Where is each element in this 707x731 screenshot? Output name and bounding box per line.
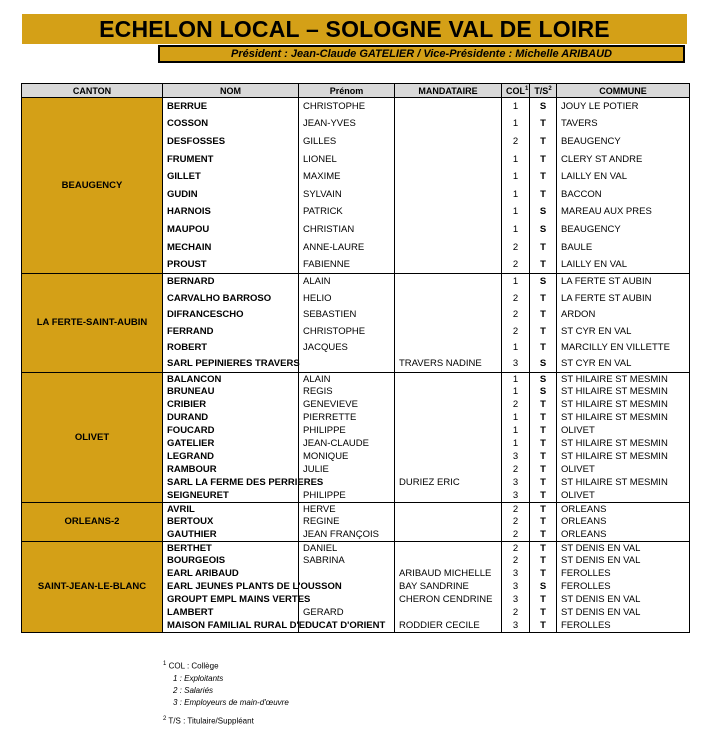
nom-cell: BALANCON (163, 372, 299, 385)
nom-cell: GUDIN (163, 185, 299, 203)
commune-cell: TAVERS (557, 115, 690, 133)
nom-cell: COSSON (163, 115, 299, 133)
commune-cell: BAULE (557, 238, 690, 256)
commune-cell: BEAUGENCY (557, 221, 690, 239)
nom-cell: EARL ARIBAUD (163, 567, 299, 580)
nom-cell: FOUCARD (163, 424, 299, 437)
commune-cell: ST CYR EN VAL (557, 323, 690, 340)
nom-cell: LEGRAND (163, 450, 299, 463)
header-canton: CANTON (22, 84, 163, 98)
col-cell: 3 (502, 567, 530, 580)
mandataire-cell (395, 385, 502, 398)
prenom-cell: FABIENNE (299, 256, 395, 274)
mandataire-cell (395, 150, 502, 168)
footnote-ts-sup: 2 (163, 715, 167, 722)
mandataire-cell (395, 306, 502, 323)
col-cell: 2 (502, 606, 530, 619)
table-row (22, 273, 690, 290)
nom-cell: AVRIL (163, 502, 299, 515)
header-col (502, 84, 530, 98)
nom-cell: ROBERT (163, 339, 299, 356)
commune-cell: LA FERTE ST AUBIN (557, 273, 690, 290)
col-cell: 1 (502, 203, 530, 221)
mandataire-cell (395, 528, 502, 541)
nom-cell: PROUST (163, 256, 299, 274)
col-cell: 1 (502, 424, 530, 437)
prenom-cell (299, 567, 395, 580)
commune-cell: JOUY LE POTIER (557, 98, 690, 116)
commune-cell: ARDON (557, 306, 690, 323)
footnote-ts (163, 713, 289, 728)
commune-cell: ST HILAIRE ST MESMIN (557, 385, 690, 398)
mandataire-cell (395, 515, 502, 528)
col-cell: 1 (502, 372, 530, 385)
prenom-cell: SEBASTIEN (299, 306, 395, 323)
prenom-cell: MAXIME (299, 168, 395, 186)
nom-cell: LAMBERT (163, 606, 299, 619)
commune-cell: ST HILAIRE ST MESMIN (557, 437, 690, 450)
nom-cell: BERTOUX (163, 515, 299, 528)
ts-cell: S (530, 356, 557, 373)
commune-cell: ST HILAIRE ST MESMIN (557, 476, 690, 489)
col-cell: 2 (502, 133, 530, 151)
mandataire-cell: BAY SANDRINE (395, 580, 502, 593)
mandataire-cell (395, 98, 502, 116)
commune-cell: OLIVET (557, 424, 690, 437)
footnote-col (163, 658, 289, 673)
prenom-cell: HELIO (299, 290, 395, 307)
canton-cell: SAINT-JEAN-LE-BLANC (22, 541, 163, 632)
nom-cell: DESFOSSES (163, 133, 299, 151)
col-cell: 2 (502, 515, 530, 528)
ts-cell: T (530, 115, 557, 133)
mandataire-cell: RODDIER CECILE (395, 619, 502, 632)
commune-cell: ST HILAIRE ST MESMIN (557, 450, 690, 463)
table-row (22, 502, 690, 515)
header-col-label: COL (506, 85, 525, 96)
header-prenom: Prénom (299, 84, 395, 98)
col-cell: 2 (502, 238, 530, 256)
prenom-cell: SYLVAIN (299, 185, 395, 203)
col-cell: 1 (502, 339, 530, 356)
mandataire-cell (395, 221, 502, 239)
mandataire-cell (395, 372, 502, 385)
mandataire-cell (395, 554, 502, 567)
nom-cell: BERNARD (163, 273, 299, 290)
commune-cell: ST DENIS EN VAL (557, 606, 690, 619)
nom-cell: SEIGNEURET (163, 489, 299, 502)
nom-cell: CRIBIER (163, 398, 299, 411)
ts-cell: T (530, 339, 557, 356)
members-table (21, 83, 690, 633)
commune-cell: OLIVET (557, 489, 690, 502)
ts-cell: T (530, 502, 557, 515)
subtitle-bar (158, 45, 685, 63)
col-cell: 1 (502, 150, 530, 168)
col-cell: 3 (502, 580, 530, 593)
ts-cell: T (530, 476, 557, 489)
prenom-cell: GILLES (299, 133, 395, 151)
prenom-cell: REGIS (299, 385, 395, 398)
table-header-row (22, 84, 690, 98)
col-cell: 2 (502, 528, 530, 541)
commune-cell: FEROLLES (557, 580, 690, 593)
commune-cell: ST HILAIRE ST MESMIN (557, 372, 690, 385)
col-cell: 2 (502, 463, 530, 476)
prenom-cell: MONIQUE (299, 450, 395, 463)
mandataire-cell (395, 398, 502, 411)
mandataire-cell (395, 115, 502, 133)
ts-cell: T (530, 411, 557, 424)
mandataire-cell: CHERON CENDRINE (395, 593, 502, 606)
col-cell: 3 (502, 450, 530, 463)
header-ts-label: T/S (534, 85, 549, 96)
ts-cell: S (530, 98, 557, 116)
prenom-cell (299, 356, 395, 373)
commune-cell: ORLEANS (557, 515, 690, 528)
ts-cell: T (530, 437, 557, 450)
prenom-cell: JULIE (299, 463, 395, 476)
prenom-cell: PHILIPPE (299, 489, 395, 502)
col-cell: 2 (502, 541, 530, 554)
col-cell: 3 (502, 489, 530, 502)
mandataire-cell (395, 185, 502, 203)
ts-cell: S (530, 580, 557, 593)
prenom-cell (299, 593, 395, 606)
ts-cell: T (530, 489, 557, 502)
canton-cell: ORLEANS-2 (22, 502, 163, 541)
nom-cell: DURAND (163, 411, 299, 424)
commune-cell: ST CYR EN VAL (557, 356, 690, 373)
mandataire-cell (395, 290, 502, 307)
commune-cell: MAREAU AUX PRES (557, 203, 690, 221)
col-cell: 2 (502, 290, 530, 307)
nom-cell: DIFRANCESCHO (163, 306, 299, 323)
ts-cell: T (530, 606, 557, 619)
ts-cell: T (530, 567, 557, 580)
nom-cell: MAISON FAMILIAL RURAL D'EDUCAT D'ORIENT (163, 619, 299, 632)
nom-cell: HARNOIS (163, 203, 299, 221)
page-title: ECHELON LOCAL – SOLOGNE VAL DE LOIRE (99, 15, 610, 42)
footnote-col-title: COL : Collège (168, 661, 219, 671)
prenom-cell: JACQUES (299, 339, 395, 356)
mandataire-cell: DURIEZ ERIC (395, 476, 502, 489)
mandataire-cell (395, 238, 502, 256)
footnote-col-item-3: 3 : Employeurs de main-d'œuvre (173, 697, 289, 707)
commune-cell: FEROLLES (557, 567, 690, 580)
ts-cell: T (530, 150, 557, 168)
commune-cell: OLIVET (557, 463, 690, 476)
title-bar (22, 14, 687, 44)
nom-cell: GATELIER (163, 437, 299, 450)
col-cell: 3 (502, 476, 530, 489)
prenom-cell: DANIEL (299, 541, 395, 554)
prenom-cell: LIONEL (299, 150, 395, 168)
prenom-cell: GERARD (299, 606, 395, 619)
table-row (22, 372, 690, 385)
table-row (22, 541, 690, 554)
prenom-cell: JEAN-YVES (299, 115, 395, 133)
prenom-cell: PATRICK (299, 203, 395, 221)
ts-cell: T (530, 541, 557, 554)
nom-cell: CARVALHO BARROSO (163, 290, 299, 307)
ts-cell: T (530, 450, 557, 463)
col-cell: 1 (502, 168, 530, 186)
mandataire-cell (395, 489, 502, 502)
commune-cell: CLERY ST ANDRE (557, 150, 690, 168)
col-cell: 2 (502, 323, 530, 340)
col-cell: 1 (502, 437, 530, 450)
prenom-cell: CHRISTOPHE (299, 323, 395, 340)
commune-cell: BACCON (557, 185, 690, 203)
col-cell: 1 (502, 411, 530, 424)
col-cell: 3 (502, 619, 530, 632)
mandataire-cell (395, 502, 502, 515)
footnotes (163, 658, 289, 727)
nom-cell: RAMBOUR (163, 463, 299, 476)
footnote-col-item-2: 2 : Salariés (173, 685, 214, 695)
mandataire-cell (395, 168, 502, 186)
ts-cell: T (530, 133, 557, 151)
mandataire-cell (395, 606, 502, 619)
nom-cell: FRUMENT (163, 150, 299, 168)
col-cell: 2 (502, 398, 530, 411)
nom-cell: SARL PEPINIERES TRAVERS (163, 356, 299, 373)
col-cell: 1 (502, 115, 530, 133)
ts-cell: T (530, 323, 557, 340)
ts-cell: T (530, 256, 557, 274)
commune-cell: ST DENIS EN VAL (557, 593, 690, 606)
header-col-sup: 1 (525, 85, 529, 92)
header-ts (530, 84, 557, 98)
col-cell: 3 (502, 356, 530, 373)
ts-cell: T (530, 185, 557, 203)
ts-cell: T (530, 424, 557, 437)
col-cell: 2 (502, 306, 530, 323)
col-cell: 1 (502, 185, 530, 203)
ts-cell: S (530, 372, 557, 385)
nom-cell: BOURGEOIS (163, 554, 299, 567)
mandataire-cell (395, 463, 502, 476)
commune-cell: ST DENIS EN VAL (557, 554, 690, 567)
footnote-col-item-1: 1 : Exploitants (173, 673, 224, 683)
commune-cell: ST DENIS EN VAL (557, 541, 690, 554)
mandataire-cell: ARIBAUD MICHELLE (395, 567, 502, 580)
commune-cell: LAILLY EN VAL (557, 168, 690, 186)
prenom-cell: CHRISTOPHE (299, 98, 395, 116)
nom-cell: SARL LA FERME DES PERRIERES (163, 476, 299, 489)
header-ts-sup: 2 (548, 85, 552, 92)
commune-cell: FEROLLES (557, 619, 690, 632)
nom-cell: MECHAIN (163, 238, 299, 256)
mandataire-cell (395, 411, 502, 424)
header-commune: COMMUNE (557, 84, 690, 98)
ts-cell: T (530, 593, 557, 606)
nom-cell: MAUPOU (163, 221, 299, 239)
mandataire-cell (395, 323, 502, 340)
nom-cell: GILLET (163, 168, 299, 186)
canton-cell: OLIVET (22, 372, 163, 502)
col-cell: 1 (502, 385, 530, 398)
ts-cell: T (530, 528, 557, 541)
col-cell: 2 (502, 502, 530, 515)
ts-cell: S (530, 221, 557, 239)
prenom-cell: ANNE-LAURE (299, 238, 395, 256)
ts-cell: T (530, 619, 557, 632)
mandataire-cell (395, 424, 502, 437)
commune-cell: ST HILAIRE ST MESMIN (557, 411, 690, 424)
prenom-cell: JEAN FRANÇOIS (299, 528, 395, 541)
col-cell: 2 (502, 256, 530, 274)
prenom-cell: PIERRETTE (299, 411, 395, 424)
table-body (22, 98, 690, 633)
mandataire-cell (395, 339, 502, 356)
prenom-cell: PHILIPPE (299, 424, 395, 437)
ts-cell: T (530, 168, 557, 186)
footnote-ts-title: T/S : Titulaire/Suppléant (168, 716, 254, 726)
table-row (22, 98, 690, 116)
commune-cell: ST HILAIRE ST MESMIN (557, 398, 690, 411)
col-cell: 1 (502, 98, 530, 116)
canton-cell: LA FERTE-SAINT-AUBIN (22, 273, 163, 372)
nom-cell: BRUNEAU (163, 385, 299, 398)
mandataire-cell (395, 541, 502, 554)
ts-cell: T (530, 238, 557, 256)
canton-cell: BEAUGENCY (22, 98, 163, 274)
nom-cell: FERRAND (163, 323, 299, 340)
prenom-cell: ALAIN (299, 372, 395, 385)
mandataire-cell (395, 437, 502, 450)
commune-cell: ORLEANS (557, 502, 690, 515)
prenom-cell: SABRINA (299, 554, 395, 567)
prenom-cell: REGINE (299, 515, 395, 528)
ts-cell: T (530, 554, 557, 567)
commune-cell: LA FERTE ST AUBIN (557, 290, 690, 307)
mandataire-cell (395, 203, 502, 221)
nom-cell: GROUPT EMPL MAINS VERTES (163, 593, 299, 606)
mandataire-cell (395, 450, 502, 463)
col-cell: 1 (502, 273, 530, 290)
ts-cell: S (530, 385, 557, 398)
col-cell: 1 (502, 221, 530, 239)
ts-cell: S (530, 273, 557, 290)
prenom-cell: JEAN-CLAUDE (299, 437, 395, 450)
commune-cell: ORLEANS (557, 528, 690, 541)
commune-cell: MARCILLY EN VILLETTE (557, 339, 690, 356)
col-cell: 3 (502, 593, 530, 606)
mandataire-cell (395, 273, 502, 290)
mandataire-cell (395, 256, 502, 274)
mandataire-cell (395, 133, 502, 151)
header-mandataire: MANDATAIRE (395, 84, 502, 98)
nom-cell: GAUTHIER (163, 528, 299, 541)
commune-cell: LAILLY EN VAL (557, 256, 690, 274)
col-cell: 2 (502, 554, 530, 567)
ts-cell: T (530, 290, 557, 307)
prenom-cell: ALAIN (299, 273, 395, 290)
header-nom: NOM (163, 84, 299, 98)
nom-cell: EARL JEUNES PLANTS DE L'OUSSON (163, 580, 299, 593)
prenom-cell: CHRISTIAN (299, 221, 395, 239)
ts-cell: T (530, 398, 557, 411)
prenom-cell: HERVE (299, 502, 395, 515)
mandataire-cell: TRAVERS NADINE (395, 356, 502, 373)
footnote-col-sup: 1 (163, 661, 167, 667)
nom-cell: BERTHET (163, 541, 299, 554)
prenom-cell: GENEVIEVE (299, 398, 395, 411)
ts-cell: S (530, 203, 557, 221)
page-subtitle: Président : Jean-Claude GATELIER / Vice-Présidente : Michelle ARIBAUD (230, 48, 612, 60)
commune-cell: BEAUGENCY (557, 133, 690, 151)
ts-cell: T (530, 463, 557, 476)
nom-cell: BERRUE (163, 98, 299, 116)
ts-cell: T (530, 306, 557, 323)
ts-cell: T (530, 515, 557, 528)
